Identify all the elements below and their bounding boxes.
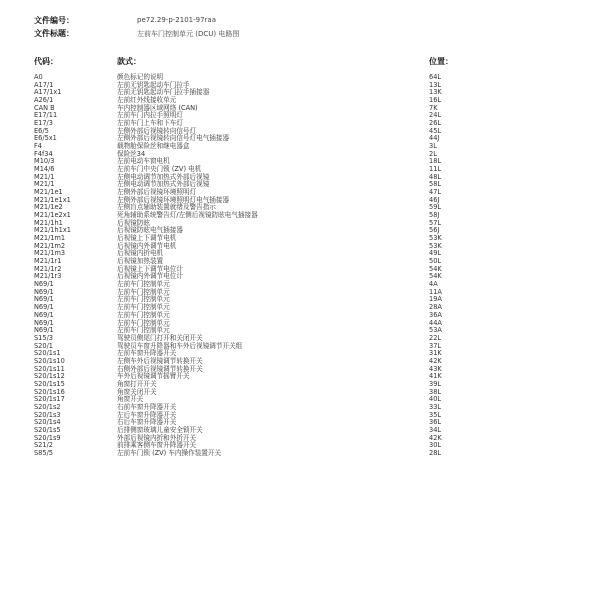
component-position: 42K (429, 356, 442, 365)
component-code: M10/3 (34, 157, 55, 166)
component-position: 53K (429, 234, 442, 243)
component-code: E6/5 (34, 126, 49, 135)
component-position: 47L (429, 188, 442, 197)
table-row (0, 128, 602, 136)
component-code: F4f34 (34, 149, 53, 158)
component-code: S85/5 (34, 448, 53, 457)
component-code: M21/1e1 (34, 188, 63, 197)
component-description: 左前电动车窗电机 (117, 157, 170, 166)
component-position: 19A (429, 295, 442, 304)
table-row (0, 112, 602, 120)
component-description: 左侧盲点辅助装置就绪及警告指示 (117, 203, 216, 212)
table-row (0, 97, 602, 105)
component-code: A26/1 (34, 96, 54, 105)
table-row (0, 327, 602, 335)
table-row (0, 281, 602, 289)
component-description: 左前无钥匙起动车门拉手插接器 (117, 88, 210, 97)
component-description: 后视镜内外调节电位计 (117, 272, 183, 281)
component-description: 驾驶员侧尾门打开和关闭开关 (117, 333, 203, 342)
table-row (0, 181, 602, 189)
component-description: 角窗打开开关 (117, 379, 157, 388)
component-position: 59L (429, 203, 442, 212)
component-code: S20/1s15 (34, 379, 65, 388)
component-description: 驾驶员车窗升降器和车外后视镜调节开关组 (117, 341, 243, 350)
table-row (0, 289, 602, 297)
component-description: 左前车门内拉手照明灯 (117, 111, 183, 120)
table-row (0, 335, 602, 343)
legend-table (0, 74, 602, 458)
component-position: 35L (429, 410, 442, 419)
component-description: 车内控制器区域网络 (CAN) (117, 103, 198, 112)
component-position: 36L (429, 418, 442, 427)
table-row (0, 235, 602, 243)
component-code: M21/1h1x1 (34, 226, 71, 235)
table-row (0, 220, 602, 228)
component-position: 58L (429, 180, 442, 189)
table-row (0, 151, 602, 159)
component-description: 左前车门控制单元 (117, 303, 170, 312)
table-row (0, 135, 602, 143)
component-description: 后视镜防眩 (117, 218, 150, 227)
component-position: 37L (429, 341, 442, 350)
component-code: S20/1 (34, 341, 53, 350)
component-code: CAN B (34, 103, 55, 112)
component-position: 43K (429, 364, 442, 373)
component-description: 车外后视镜调节摇臂开关 (117, 372, 190, 381)
component-description: 左后车窗升降器开关 (117, 410, 177, 419)
component-position: 18L (429, 157, 442, 166)
component-position: 13K (429, 88, 442, 97)
component-description: 左前车窗升降器开关 (117, 349, 177, 358)
doc-title-value: 左前车门控制单元 (DCU) 电路图 (137, 30, 240, 38)
table-row (0, 266, 602, 274)
component-description: 颜色标记的说明 (117, 73, 164, 81)
component-code: M21/1e1x1 (34, 195, 71, 204)
table-row (0, 74, 602, 82)
component-position: 46J (429, 195, 440, 204)
component-code: N69/1 (34, 310, 54, 319)
component-code: M21/1e2x1 (34, 211, 71, 220)
table-row (0, 120, 602, 128)
component-position: 42K (429, 433, 442, 442)
table-row (0, 442, 602, 450)
component-position: 26L (429, 119, 442, 128)
table-row (0, 435, 602, 443)
table-row (0, 427, 602, 435)
component-description: 后排侧窗玻璃儿童安全锁开关 (117, 425, 203, 434)
component-code: S20/1s11 (34, 364, 65, 373)
component-position: 16L (429, 96, 442, 105)
component-description: 死角辅助系统警告灯/左侧后视镜防眩电气插接器 (117, 211, 258, 220)
component-position: 36A (429, 310, 442, 319)
component-description: 后视镜上下调节电位计 (117, 264, 183, 273)
table-row (0, 89, 602, 97)
table-row (0, 273, 602, 281)
component-description: 左侧外部后视镜环境照明灯 (117, 188, 197, 197)
component-code: M21/1h1 (34, 218, 63, 227)
component-position: 33L (429, 402, 442, 411)
component-description: 左前车门锁 (ZV) 车内操作装置开关 (117, 448, 222, 457)
component-code: A17/1x1 (34, 88, 62, 97)
table-row (0, 166, 602, 174)
table-row (0, 82, 602, 90)
component-description: 左侧电动调节加热式外部后视镜 (117, 172, 210, 181)
component-position: 31K (429, 349, 442, 358)
component-description: 角窗开关 (117, 395, 144, 404)
component-position: 3L (429, 142, 437, 151)
component-position: 44J (429, 134, 440, 143)
table-row (0, 412, 602, 420)
component-description: 外部后视镜内折和外折开关 (117, 433, 197, 442)
component-position: 53K (429, 241, 442, 250)
table-row (0, 404, 602, 412)
component-code: M21/1 (34, 180, 55, 189)
column-header-pos: 位置： (429, 57, 453, 66)
component-position: 7K (429, 103, 438, 112)
component-code: M21/1r2 (34, 264, 62, 273)
component-code: M21/1e2 (34, 203, 63, 212)
component-code: M21/1m2 (34, 241, 66, 250)
component-description: 左侧外部后视镜转向信号灯 (117, 126, 197, 135)
component-position: 53A (429, 326, 442, 335)
component-code: M14/6 (34, 165, 55, 174)
table-row (0, 227, 602, 235)
table-row (0, 350, 602, 358)
component-position: 2L (429, 149, 437, 158)
component-description: 左侧车外后视镜调节转换开关 (117, 356, 203, 365)
component-description: 载物舱保险丝和继电器盒 (117, 142, 190, 151)
component-position: 11L (429, 165, 442, 174)
component-position: 44A (429, 318, 442, 327)
table-row (0, 189, 602, 197)
component-position: 54K (429, 272, 442, 281)
table-row (0, 366, 602, 374)
component-code: M21/1r1 (34, 257, 62, 266)
component-description: 右侧外部后视镜调节转换开关 (117, 364, 203, 373)
table-row (0, 304, 602, 312)
component-position: 39L (429, 379, 442, 388)
component-position: 4A (429, 280, 438, 289)
component-code: E6/5x1 (34, 134, 57, 143)
component-position: 57L (429, 218, 442, 227)
component-code: F4 (34, 142, 42, 151)
component-description: 左前车门控制单元 (117, 295, 170, 304)
component-code: S21/2 (34, 441, 53, 450)
component-code: S20/1s9 (34, 433, 61, 442)
component-description: 后视镜加热装置 (117, 257, 164, 266)
component-position: 13L (429, 80, 442, 89)
table-row (0, 212, 602, 220)
table-row (0, 258, 602, 266)
table-row (0, 450, 602, 458)
component-description: 后视镜上下调节电机 (117, 234, 177, 243)
table-row (0, 174, 602, 182)
component-description: 左前红外线接收单元 (117, 96, 177, 105)
component-description: 右前车窗升降器开关 (117, 402, 177, 411)
component-code: S20/1s12 (34, 372, 65, 381)
table-row (0, 358, 602, 366)
component-description: 后视镜内外调节电机 (117, 241, 177, 250)
component-description: 保险丝34 (117, 149, 146, 158)
table-row (0, 343, 602, 351)
component-position: 54K (429, 264, 442, 273)
component-position: 64L (429, 73, 442, 81)
component-description: 左前车门中央门锁 (ZV) 电机 (117, 165, 202, 174)
component-position: 34L (429, 425, 442, 434)
component-position: 28A (429, 303, 442, 312)
table-row (0, 250, 602, 258)
component-code: A0 (34, 73, 43, 81)
component-description: 左前无钥匙起动车门拉手 (117, 80, 190, 89)
component-code: M21/1 (34, 172, 55, 181)
table-row (0, 312, 602, 320)
component-code: S20/1s2 (34, 402, 61, 411)
table-row (0, 158, 602, 166)
component-description: 左前车门控制单元 (117, 310, 170, 319)
doc-number-label: 文件编号： (34, 16, 74, 25)
component-position: 24L (429, 111, 442, 120)
component-position: 40L (429, 395, 442, 404)
component-code: M21/1m1 (34, 234, 66, 243)
component-description: 右后车窗升降器开关 (117, 418, 177, 427)
component-code: E17/3 (34, 119, 53, 128)
component-description: 左侧电动调节加热式外部后视镜 (117, 180, 210, 189)
component-position: 41K (429, 372, 442, 381)
component-description: 左前车门控制单元 (117, 280, 170, 289)
component-position: 58J (429, 211, 440, 220)
table-row (0, 143, 602, 151)
component-code: N69/1 (34, 295, 54, 304)
component-code: S15/3 (34, 333, 53, 342)
table-row (0, 296, 602, 304)
component-position: 28L (429, 448, 442, 457)
component-position: 45L (429, 126, 442, 135)
component-code: N69/1 (34, 280, 54, 289)
table-row (0, 105, 602, 113)
component-description: 左侧外部后视镜转向信号灯电气插接器 (117, 134, 230, 143)
table-row (0, 396, 602, 404)
component-position: 11A (429, 287, 442, 296)
component-code: S20/1s10 (34, 356, 65, 365)
component-position: 22L (429, 333, 442, 342)
doc-number-value: pe72.29-p-2101-97raa (137, 16, 216, 24)
table-row (0, 389, 602, 397)
column-header-desc: 款式： (117, 57, 141, 66)
component-description: 左侧外部后视镜环境照明灯电气插接器 (117, 195, 230, 204)
table-row (0, 373, 602, 381)
component-description: 后视镜防眩电气插接器 (117, 226, 183, 235)
component-code: S20/1s16 (34, 387, 65, 396)
component-position: 30L (429, 441, 442, 450)
column-header-code: 代码： (34, 57, 58, 66)
component-description: 左前车门控制单元 (117, 326, 170, 335)
component-code: S20/1s17 (34, 395, 65, 404)
doc-title-label: 文件标题： (34, 29, 74, 38)
component-description: 后视镜内折电机 (117, 249, 164, 258)
table-row (0, 204, 602, 212)
component-code: S20/1s1 (34, 349, 61, 358)
component-code: N69/1 (34, 303, 54, 312)
table-row (0, 419, 602, 427)
component-code: M21/1r3 (34, 272, 62, 281)
table-row (0, 197, 602, 205)
component-code: A17/1 (34, 80, 54, 89)
table-row (0, 381, 602, 389)
component-description: 前排乘客侧车窗升降器开关 (117, 441, 197, 450)
component-description: 左前车门上车和下车灯 (117, 119, 183, 128)
component-code: E17/11 (34, 111, 58, 120)
component-code: N69/1 (34, 318, 54, 327)
component-description: 左前车门控制单元 (117, 318, 170, 327)
table-row (0, 243, 602, 251)
component-code: S20/1s4 (34, 418, 61, 427)
component-position: 56J (429, 226, 440, 235)
component-description: 左前车门控制单元 (117, 287, 170, 296)
table-row (0, 320, 602, 328)
component-position: 38L (429, 387, 442, 396)
component-code: N69/1 (34, 326, 54, 335)
component-description: 角窗关闭开关 (117, 387, 157, 396)
component-position: 49L (429, 249, 442, 258)
component-code: N69/1 (34, 287, 54, 296)
component-code: M21/1m3 (34, 249, 66, 258)
component-code: S20/1s3 (34, 410, 61, 419)
component-code: S20/1s5 (34, 425, 61, 434)
component-position: 48L (429, 172, 442, 181)
component-position: 50L (429, 257, 442, 266)
